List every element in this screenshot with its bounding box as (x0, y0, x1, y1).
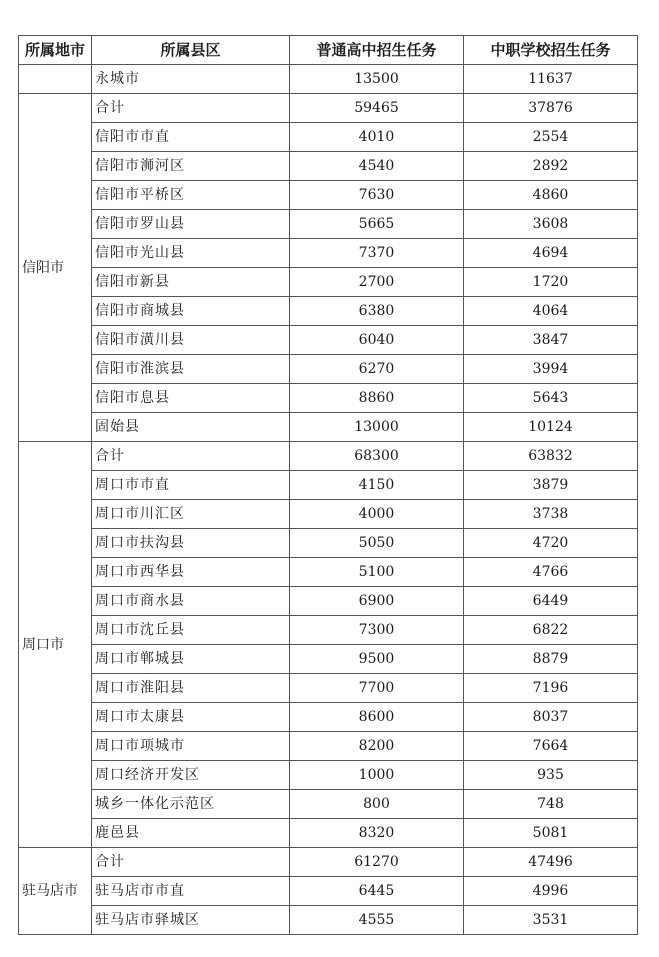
vocational-quota-cell: 8037 (464, 703, 638, 732)
high-school-quota-cell: 8320 (290, 819, 464, 848)
vocational-quota-cell: 4720 (464, 529, 638, 558)
county-cell: 周口市商水县 (92, 587, 290, 616)
vocational-quota-cell: 37876 (464, 94, 638, 123)
vocational-quota-cell: 3608 (464, 210, 638, 239)
high-school-quota-cell: 6040 (290, 326, 464, 355)
county-cell: 信阳市光山县 (92, 239, 290, 268)
county-cell: 周口市西华县 (92, 558, 290, 587)
city-cell: 驻马店市 (19, 848, 92, 935)
vocational-quota-cell: 3847 (464, 326, 638, 355)
vocational-quota-cell: 3879 (464, 471, 638, 500)
vocational-quota-cell: 7664 (464, 732, 638, 761)
enrollment-table (18, 35, 638, 935)
vocational-quota-cell: 7196 (464, 674, 638, 703)
county-cell: 驻马店市市直 (92, 877, 290, 906)
county-cell: 信阳市新县 (92, 268, 290, 297)
county-cell: 城乡一体化示范区 (92, 790, 290, 819)
table-row (19, 413, 638, 442)
table-row (19, 703, 638, 732)
table-row (19, 442, 638, 471)
header-row (19, 36, 638, 65)
vocational-quota-cell: 2554 (464, 123, 638, 152)
table-row (19, 906, 638, 935)
vocational-quota-cell: 935 (464, 761, 638, 790)
county-cell: 合计 (92, 848, 290, 877)
high-school-quota-cell: 4000 (290, 500, 464, 529)
table-row (19, 819, 638, 848)
high-school-quota-cell: 7370 (290, 239, 464, 268)
table-row (19, 471, 638, 500)
county-cell: 周口经济开发区 (92, 761, 290, 790)
county-cell: 周口市市直 (92, 471, 290, 500)
county-cell: 周口市淮阳县 (92, 674, 290, 703)
high-school-quota-cell: 7300 (290, 616, 464, 645)
county-cell: 信阳市商城县 (92, 297, 290, 326)
county-cell: 周口市郸城县 (92, 645, 290, 674)
high-school-quota-cell: 8200 (290, 732, 464, 761)
header-county: 所属县区 (92, 36, 290, 65)
table-row (19, 761, 638, 790)
vocational-quota-cell: 1720 (464, 268, 638, 297)
table-row (19, 210, 638, 239)
vocational-quota-cell: 2892 (464, 152, 638, 181)
county-cell: 周口市扶沟县 (92, 529, 290, 558)
county-cell: 信阳市罗山县 (92, 210, 290, 239)
county-cell: 信阳市平桥区 (92, 181, 290, 210)
table-row (19, 94, 638, 123)
city-cell: 周口市 (19, 442, 92, 848)
county-cell: 永城市 (92, 65, 290, 94)
county-cell: 周口市川汇区 (92, 500, 290, 529)
high-school-quota-cell: 7630 (290, 181, 464, 210)
table-row (19, 297, 638, 326)
high-school-quota-cell: 6380 (290, 297, 464, 326)
table-row (19, 587, 638, 616)
county-cell: 合计 (92, 442, 290, 471)
table-row (19, 268, 638, 297)
high-school-quota-cell: 13500 (290, 65, 464, 94)
header-high-school-quota: 普通高中招生任务 (290, 36, 464, 65)
county-cell: 信阳市浉河区 (92, 152, 290, 181)
vocational-quota-cell: 3738 (464, 500, 638, 529)
county-cell: 信阳市市直 (92, 123, 290, 152)
table-row (19, 732, 638, 761)
county-cell: 驻马店市驿城区 (92, 906, 290, 935)
high-school-quota-cell: 4555 (290, 906, 464, 935)
county-cell: 固始县 (92, 413, 290, 442)
table-row (19, 152, 638, 181)
table-row (19, 877, 638, 906)
vocational-quota-cell: 4996 (464, 877, 638, 906)
table-row (19, 123, 638, 152)
high-school-quota-cell: 59465 (290, 94, 464, 123)
table-row (19, 355, 638, 384)
vocational-quota-cell: 10124 (464, 413, 638, 442)
vocational-quota-cell: 63832 (464, 442, 638, 471)
high-school-quota-cell: 6445 (290, 877, 464, 906)
high-school-quota-cell: 6270 (290, 355, 464, 384)
high-school-quota-cell: 6900 (290, 587, 464, 616)
vocational-quota-cell: 5081 (464, 819, 638, 848)
high-school-quota-cell: 8600 (290, 703, 464, 732)
county-cell: 周口市项城市 (92, 732, 290, 761)
header-city: 所属地市 (19, 36, 92, 65)
high-school-quota-cell: 13000 (290, 413, 464, 442)
table-row (19, 558, 638, 587)
table-row (19, 645, 638, 674)
table-row (19, 848, 638, 877)
county-cell: 周口市沈丘县 (92, 616, 290, 645)
vocational-quota-cell: 47496 (464, 848, 638, 877)
table-row (19, 529, 638, 558)
high-school-quota-cell: 5100 (290, 558, 464, 587)
county-cell: 鹿邑县 (92, 819, 290, 848)
vocational-quota-cell: 3531 (464, 906, 638, 935)
table-body (19, 65, 638, 935)
table-row (19, 384, 638, 413)
high-school-quota-cell: 61270 (290, 848, 464, 877)
vocational-quota-cell: 5643 (464, 384, 638, 413)
high-school-quota-cell: 800 (290, 790, 464, 819)
vocational-quota-cell: 748 (464, 790, 638, 819)
high-school-quota-cell: 4150 (290, 471, 464, 500)
table-row (19, 674, 638, 703)
high-school-quota-cell: 9500 (290, 645, 464, 674)
city-cell: 信阳市 (19, 94, 92, 442)
high-school-quota-cell: 68300 (290, 442, 464, 471)
vocational-quota-cell: 4694 (464, 239, 638, 268)
county-cell: 合计 (92, 94, 290, 123)
vocational-quota-cell: 4766 (464, 558, 638, 587)
city-cell (19, 65, 92, 94)
table-row (19, 616, 638, 645)
table-row (19, 65, 638, 94)
vocational-quota-cell: 11637 (464, 65, 638, 94)
county-cell: 信阳市潢川县 (92, 326, 290, 355)
vocational-quota-cell: 8879 (464, 645, 638, 674)
high-school-quota-cell: 1000 (290, 761, 464, 790)
header-vocational-quota: 中职学校招生任务 (464, 36, 638, 65)
high-school-quota-cell: 5050 (290, 529, 464, 558)
vocational-quota-cell: 6822 (464, 616, 638, 645)
table-row (19, 181, 638, 210)
vocational-quota-cell: 6449 (464, 587, 638, 616)
county-cell: 信阳市息县 (92, 384, 290, 413)
vocational-quota-cell: 4064 (464, 297, 638, 326)
high-school-quota-cell: 5665 (290, 210, 464, 239)
vocational-quota-cell: 3994 (464, 355, 638, 384)
vocational-quota-cell: 4860 (464, 181, 638, 210)
table-row (19, 326, 638, 355)
high-school-quota-cell: 8860 (290, 384, 464, 413)
high-school-quota-cell: 7700 (290, 674, 464, 703)
table-row (19, 790, 638, 819)
table-row (19, 239, 638, 268)
high-school-quota-cell: 4010 (290, 123, 464, 152)
county-cell: 周口市太康县 (92, 703, 290, 732)
high-school-quota-cell: 2700 (290, 268, 464, 297)
table-row (19, 500, 638, 529)
county-cell: 信阳市淮滨县 (92, 355, 290, 384)
high-school-quota-cell: 4540 (290, 152, 464, 181)
